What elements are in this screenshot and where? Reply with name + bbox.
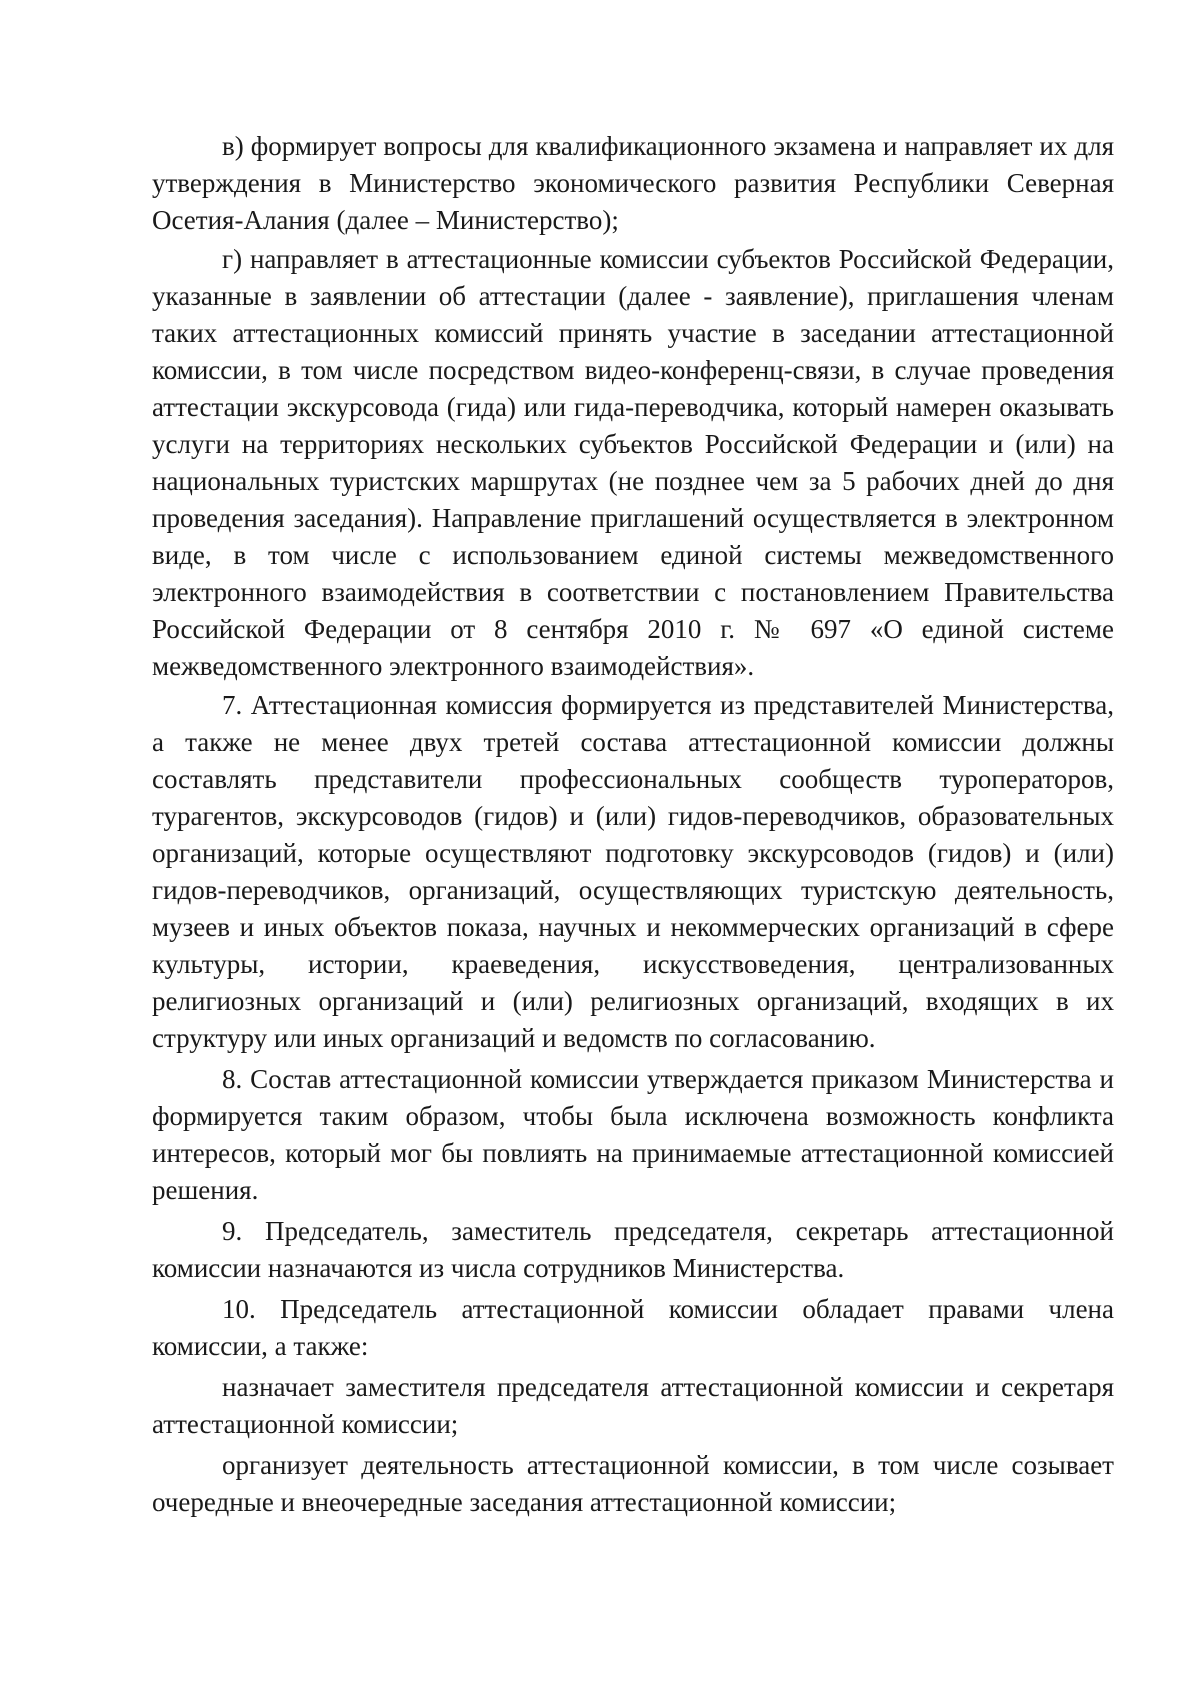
paragraph-10: 10. Председатель аттестационной комиссии обладает правами члена комиссии, а также: — [152, 1294, 1114, 1361]
paragraph-10-item-1: назначает заместителя председателя аттестационной комиссии и секретаря аттестационной комиссии; — [152, 1372, 1114, 1439]
document-body — [152, 128, 1114, 1521]
paragraph-v: в) формирует вопросы для квалификационного экзамена и направляет их для утверждения в Министерство экономического развития Республики Северная Осетия-Алания (далее – Министерство); — [152, 131, 1114, 235]
paragraph-10-item-2: организует деятельность аттестационной комиссии, в том числе созывает очередные и внеочередные заседания аттестационной комиссии; — [152, 1450, 1114, 1517]
paragraph-9: 9. Председатель, заместитель председателя, секретарь аттестационной комиссии назначаются из числа сотрудников Министерства. — [152, 1216, 1114, 1283]
paragraph-7: 7. Аттестационная комиссия формируется из представителей Министерства, а также не менее двух третей состава аттестационной комиссии должны составлять представители профессиональных сообществ туроператоров, турагентов, экскурсоводов (гидов) и (или) гидов-переводчиков, образовательных организаций, которые осуществляют подготовку экскурсоводов (гидов) и (или) гидов-переводчиков, организаций, осуществляющих туристскую деятельность, музеев и иных объектов показа, научных и некоммерческих организаций в сфере культуры, истории, краеведения, искусствоведения, централизованных религиозных организаций и (или) религиозных организаций, входящих в их структуру или иных организаций и ведомств по согласованию. — [152, 690, 1114, 1053]
paragraph-g: г) направляет в аттестационные комиссии субъектов Российской Федерации, указанные в заявлении об аттестации (далее - заявление), приглашения членам таких аттестационных комиссий принять участие в заседании аттестационной комиссии, в том числе посредством видео-конференц-связи, в случае проведения аттестации экскурсовода (гида) или гида-переводчика, который намерен оказывать услуги на территориях нескольких субъектов Российской Федерации и (или) на национальных туристских маршрутах (не позднее чем за 5 рабочих дней до дня проведения заседания). Направление приглашений осуществляется в электронном виде, в том числе с использованием единой системы межведомственного электронного взаимодействия в соответствии с постановлением Правительства Российской Федерации от 8 сентября 2010 г. № 697 «О единой системе межведомственного электронного взаимодействия». — [152, 244, 1114, 681]
paragraph-8: 8. Состав аттестационной комиссии утверждается приказом Министерства и формируется таким образом, чтобы была исключена возможность конфликта интересов, который мог бы повлиять на принимаемые аттестационной комиссией решения. — [152, 1064, 1114, 1205]
